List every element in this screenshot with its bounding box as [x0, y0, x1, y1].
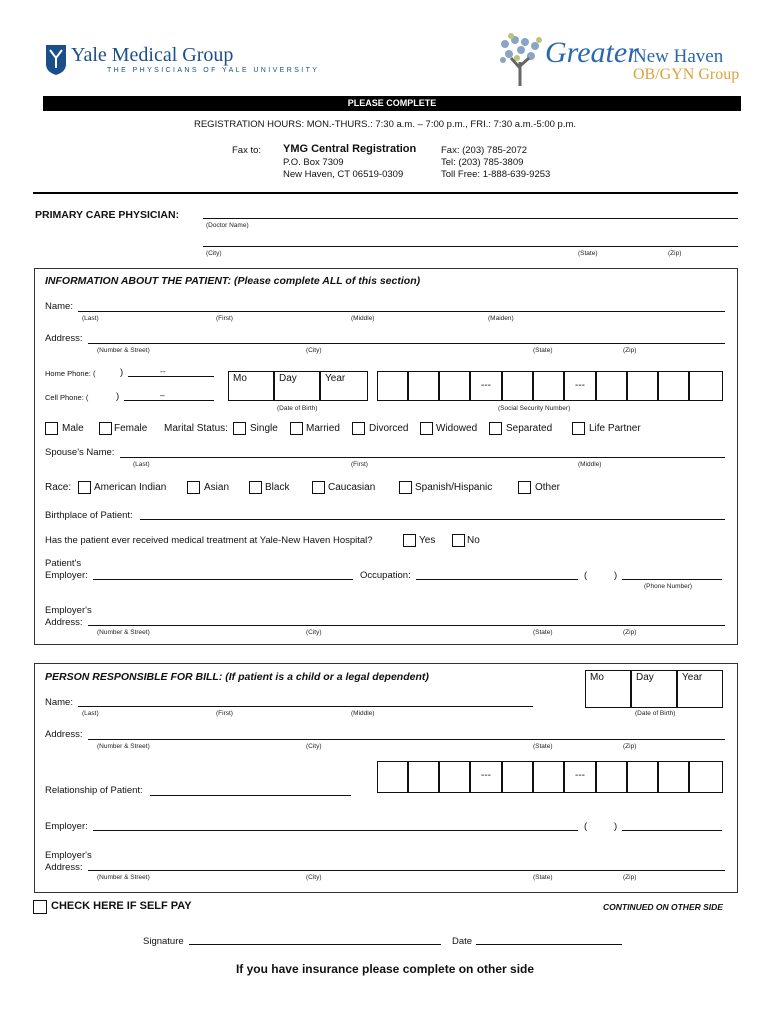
spanish-hispanic-checkbox[interactable]	[399, 481, 412, 494]
cell-phone-label: Cell Phone: (	[45, 393, 89, 402]
tollfree-number: Toll Free: 1-888-639-9253	[441, 169, 551, 180]
phone-number-caption: (Phone Number)	[644, 583, 693, 590]
birthplace-label: Birthplace of Patient:	[45, 510, 133, 521]
resp-ssn-box-5[interactable]	[533, 761, 564, 793]
pcp-address-line[interactable]	[203, 246, 738, 247]
ssn-box-9[interactable]	[689, 371, 723, 401]
resp-first-caption: (First)	[216, 710, 233, 717]
ssn-dash-1: ---	[470, 371, 502, 401]
other-race-checkbox[interactable]	[518, 481, 531, 494]
ssn-caption: (Social Security Number)	[498, 405, 571, 412]
signature-line[interactable]	[189, 944, 441, 945]
employer-phone-open: (	[584, 570, 588, 581]
resp-ssn-box-1[interactable]	[377, 761, 408, 793]
registration-address1: P.O. Box 7309	[283, 157, 344, 168]
yale-logo	[45, 42, 320, 82]
other-race-label: Other	[535, 482, 561, 493]
patient-emp-address-label-1: Employer's	[45, 605, 92, 616]
patient-address-line[interactable]	[88, 343, 725, 344]
employer-phone-line[interactable]	[622, 579, 722, 580]
self-pay-checkbox[interactable]	[33, 900, 47, 914]
resp-ssn-box-4[interactable]	[502, 761, 533, 793]
patient-employer-label-1: Patient's	[45, 558, 82, 569]
marital-status-label: Marital Status:	[164, 423, 228, 434]
occupation-line[interactable]	[416, 579, 578, 580]
cell-phone-dash: –	[160, 390, 165, 400]
treatment-yes-label: Yes	[419, 535, 436, 546]
patient-address-label: Address:	[45, 333, 83, 344]
ssn-box-1[interactable]	[377, 371, 408, 401]
pcp-doctor-caption: (Doctor Name)	[206, 222, 249, 229]
caucasian-label: Caucasian	[328, 482, 376, 493]
black-checkbox[interactable]	[249, 481, 262, 494]
resp-ssn-dash-2: ---	[564, 761, 596, 793]
resp-ssn-box-7[interactable]	[627, 761, 658, 793]
resp-phone-open: (	[584, 821, 588, 832]
spouse-name-line[interactable]	[120, 457, 725, 458]
tree-icon	[495, 32, 545, 87]
resp-emp-address-label-2: Address:	[45, 862, 83, 873]
signature-label: Signature	[143, 936, 184, 947]
resp-phone-close: )	[614, 821, 618, 832]
pcp-city-caption: (City)	[206, 250, 222, 257]
resp-ssn-box-6[interactable]	[596, 761, 627, 793]
registration-hours: REGISTRATION HOURS: MON.-THURS.: 7:30 a.m. – 7:00 p.m., FRI.: 7:30 a.m.-5:00 p.m.	[193, 119, 577, 130]
patient-city-caption: (City)	[306, 347, 322, 354]
resp-name-label: Name:	[45, 697, 73, 708]
cell-phone-line[interactable]	[124, 400, 214, 401]
home-phone-dash: --	[160, 366, 166, 376]
male-checkbox[interactable]	[45, 422, 58, 435]
resp-last-caption: (Last)	[82, 710, 99, 717]
resp-address-label: Address:	[45, 729, 83, 740]
pcp-zip-caption: (Zip)	[668, 250, 682, 257]
resp-name-line[interactable]	[78, 706, 533, 707]
dob-month-box[interactable]: Mo	[228, 371, 274, 401]
single-checkbox[interactable]	[233, 422, 246, 435]
patient-emp-state-caption: (State)	[533, 629, 553, 636]
divorced-checkbox[interactable]	[352, 422, 365, 435]
patient-emp-city-caption: (City)	[306, 629, 322, 636]
american-indian-checkbox[interactable]	[78, 481, 91, 494]
spouse-last-caption: (Last)	[133, 461, 150, 468]
partner-logo-line1: New Haven	[633, 46, 724, 67]
resp-city-caption: (City)	[306, 743, 322, 750]
resp-emp-address-label-1: Employer's	[45, 850, 92, 861]
patient-section-title: INFORMATION ABOUT THE PATIENT: (Please complete ALL of this section)	[45, 275, 421, 287]
resp-dob-caption: (Date of Birth)	[635, 710, 676, 717]
header-rule	[33, 192, 738, 194]
resp-dob-day-box[interactable]: Day	[631, 670, 677, 708]
patient-zip-caption: (Zip)	[623, 347, 637, 354]
fax-number: Fax: (203) 785-2072	[441, 145, 528, 156]
patient-first-caption: (First)	[216, 315, 233, 322]
birthplace-line[interactable]	[140, 519, 725, 520]
responsible-section-title: PERSON RESPONSIBLE FOR BILL: (If patient is a child or a legal dependent)	[45, 671, 429, 683]
partner-logo-line2: OB/GYN Group	[633, 66, 740, 83]
cell-phone-paren: )	[116, 391, 120, 402]
occupation-label: Occupation:	[360, 570, 411, 581]
resp-street-caption: (Number & Street)	[97, 743, 150, 750]
resp-middle-caption: (Middle)	[351, 710, 375, 717]
spouse-middle-caption: (Middle)	[578, 461, 602, 468]
ssn-box-7[interactable]	[627, 371, 658, 401]
race-label: Race:	[45, 482, 72, 493]
yale-shield-icon	[45, 44, 67, 76]
black-label: Black	[265, 482, 290, 493]
patient-emp-zip-caption: (Zip)	[623, 629, 637, 636]
separated-checkbox[interactable]	[489, 422, 502, 435]
ssn-box-5[interactable]	[533, 371, 564, 401]
yale-subtitle: THE PHYSICIANS OF YALE UNIVERSITY	[107, 67, 320, 74]
home-phone-line[interactable]	[128, 376, 214, 377]
resp-emp-address-line[interactable]	[88, 870, 725, 871]
single-label: Single	[250, 423, 278, 434]
resp-employer-label: Employer:	[45, 821, 88, 832]
registration-address2: New Haven, CT 06519-0309	[283, 169, 404, 180]
relationship-label: Relationship of Patient:	[45, 785, 143, 796]
female-checkbox[interactable]	[99, 422, 112, 435]
resp-ssn-dash-1: ---	[470, 761, 502, 793]
ssn-box-6[interactable]	[596, 371, 627, 401]
partner-logo	[495, 32, 740, 87]
resp-ssn-box-9[interactable]	[689, 761, 723, 793]
patient-state-caption: (State)	[533, 347, 553, 354]
treatment-question: Has the patient ever received medical treatment at Yale-New Haven Hospital?	[45, 535, 373, 546]
self-pay-label: CHECK HERE IF SELF PAY	[51, 900, 192, 912]
patient-middle-caption: (Middle)	[351, 315, 375, 322]
employer-phone-close: )	[614, 570, 618, 581]
resp-emp-street-caption: (Number & Street)	[97, 874, 150, 881]
life-partner-label: Life Partner	[589, 423, 641, 434]
ssn-dash-2: ---	[564, 371, 596, 401]
widowed-checkbox[interactable]	[420, 422, 433, 435]
married-label: Married	[306, 423, 340, 434]
patient-emp-address-label-2: Address:	[45, 617, 83, 628]
resp-address-line[interactable]	[88, 739, 725, 740]
resp-emp-state-caption: (State)	[533, 874, 553, 881]
dob-year-box[interactable]: Year	[320, 371, 368, 401]
dob-day-box[interactable]: Day	[274, 371, 320, 401]
life-partner-checkbox[interactable]	[572, 422, 585, 435]
patient-name-label: Name:	[45, 301, 73, 312]
ssn-box-4[interactable]	[502, 371, 533, 401]
spouse-name-label: Spouse's Name:	[45, 447, 115, 458]
divorced-label: Divorced	[369, 423, 409, 434]
patient-maiden-caption: (Maiden)	[488, 315, 514, 322]
male-label: Male	[62, 423, 84, 434]
pcp-doctor-line[interactable]	[203, 218, 738, 219]
treatment-yes-checkbox[interactable]	[403, 534, 416, 547]
patient-last-caption: (Last)	[82, 315, 99, 322]
relationship-line[interactable]	[150, 795, 351, 796]
asian-checkbox[interactable]	[187, 481, 200, 494]
continued-note: CONTINUED ON OTHER SIDE	[603, 902, 723, 912]
partner-logo-script: Greater	[545, 36, 639, 69]
pcp-state-caption: (State)	[578, 250, 598, 257]
separated-label: Separated	[506, 423, 553, 434]
ssn-box-2[interactable]	[408, 371, 439, 401]
date-line[interactable]	[476, 944, 622, 945]
treatment-no-checkbox[interactable]	[452, 534, 465, 547]
married-checkbox[interactable]	[290, 422, 303, 435]
resp-phone-line[interactable]	[622, 830, 722, 831]
resp-zip-caption: (Zip)	[623, 743, 637, 750]
fax-to-label: Fax to:	[232, 145, 262, 156]
caucasian-checkbox[interactable]	[312, 481, 325, 494]
resp-emp-city-caption: (City)	[306, 874, 322, 881]
date-label: Date	[452, 936, 473, 947]
treatment-no-label: No	[467, 535, 480, 546]
patient-employer-label-2: Employer:	[45, 570, 88, 581]
patient-emp-address-line[interactable]	[88, 625, 725, 626]
resp-ssn-box-2[interactable]	[408, 761, 439, 793]
patient-employer-line[interactable]	[93, 579, 353, 580]
spouse-first-caption: (First)	[351, 461, 368, 468]
widowed-label: Widowed	[436, 423, 478, 434]
home-phone-label: Home Phone: (	[45, 369, 96, 378]
resp-ssn-box-8[interactable]	[658, 761, 689, 793]
resp-state-caption: (State)	[533, 743, 553, 750]
insurance-note: If you have insurance please complete on other side	[235, 962, 535, 976]
resp-emp-zip-caption: (Zip)	[623, 874, 637, 881]
tel-number: Tel: (203) 785-3809	[441, 157, 524, 168]
spanish-hispanic-label: Spanish/Hispanic	[415, 482, 493, 493]
female-label: Female	[114, 423, 148, 434]
patient-street-caption: (Number & Street)	[97, 347, 150, 354]
dob-caption: (Date of Birth)	[277, 405, 318, 412]
registration-name: YMG Central Registration	[283, 143, 417, 155]
banner-text: PLEASE COMPLETE	[347, 98, 437, 108]
ssn-box-8[interactable]	[658, 371, 689, 401]
resp-dob-year-box[interactable]: Year	[677, 670, 723, 708]
asian-label: Asian	[204, 482, 230, 493]
patient-name-line[interactable]	[78, 311, 725, 312]
patient-emp-street-caption: (Number & Street)	[97, 629, 150, 636]
ssn-box-3[interactable]	[439, 371, 470, 401]
yale-logo-text: Yale Medical Group	[71, 44, 234, 66]
home-phone-paren: )	[120, 367, 124, 378]
pcp-label: PRIMARY CARE PHYSICIAN:	[35, 209, 180, 221]
resp-dob-month-box[interactable]: Mo	[585, 670, 631, 708]
resp-employer-line[interactable]	[93, 830, 578, 831]
resp-ssn-box-3[interactable]	[439, 761, 470, 793]
american-indian-label: American Indian	[94, 482, 167, 493]
